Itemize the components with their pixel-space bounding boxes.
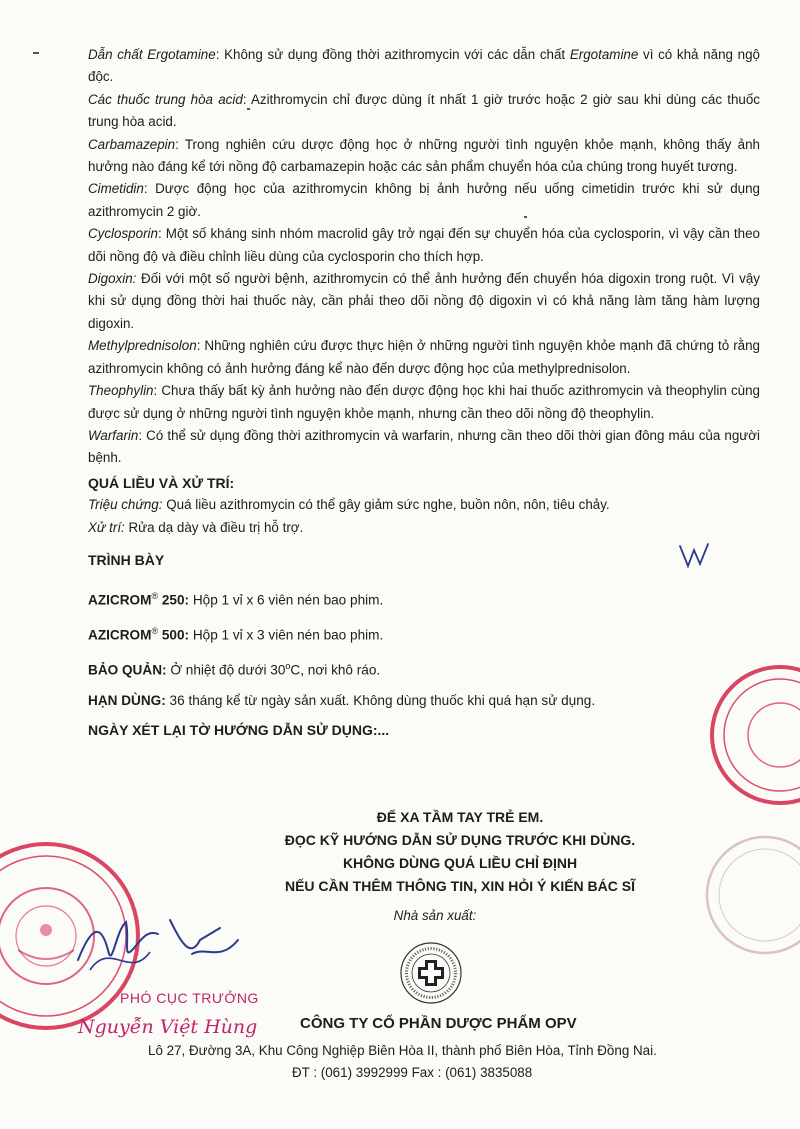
manufacturer-label: Nhà sản xuất: — [393, 908, 477, 923]
edge-stamp-icon — [705, 660, 800, 810]
interaction-term: Warfarin — [88, 427, 139, 443]
company-name: CÔNG TY CỔ PHẦN DƯỢC PHẨM OPV — [300, 1015, 577, 1032]
interaction-text: : Những nghiên cứu được thực hiện ở những người tình nguyện khỏe mạnh đã chứng tỏ rằng azithromycin không có ảnh hưởng đáng kể nào đến dược động học của methylprednisolon. — [88, 338, 760, 376]
warnings-block — [160, 806, 760, 898]
interaction-text: : Azithromycin chỉ được dùng ít nhất 1 giờ trước hoặc 2 giờ sau khi dùng các thuốc trung hòa acid. — [88, 91, 760, 130]
interaction-term: Carbamazepin — [88, 136, 176, 152]
company-address-block — [148, 1040, 760, 1084]
overdose-treatment — [88, 517, 760, 539]
company-logo-icon — [398, 940, 464, 1006]
signature-scribble-icon — [70, 900, 250, 990]
warning-line: NẾU CẦN THÊM THÔNG TIN, XIN HỎI Ý KIẾN BÁC SĨ — [284, 878, 635, 894]
interaction-text: vì có khả năng ngộ độc. — [88, 47, 760, 85]
interaction-warfarin — [88, 425, 760, 470]
storage-text: C, nơi khô ráo. — [290, 662, 381, 678]
storage-label: BẢO QUẢN: — [88, 662, 167, 678]
product-desc: Hộp 1 vỉ x 6 viên nén bao phim. — [189, 592, 384, 608]
registered-mark: ® — [151, 626, 159, 637]
faint-edge-stamp-icon — [700, 830, 800, 960]
expiry-line — [88, 690, 760, 712]
interaction-text: : Có thể sử dụng đồng thời azithromycin và warfarin, nhưng cần theo dõi thời gian đông máu của người bệnh. — [88, 427, 760, 466]
storage-text: Ở nhiệt độ dưới 30 — [166, 662, 286, 678]
product-500 — [88, 620, 760, 647]
document-body — [88, 44, 760, 741]
interaction-cyclosporin — [88, 223, 760, 268]
signatory-name: Nguyễn Việt Hùng — [78, 1016, 258, 1038]
product-250 — [88, 585, 760, 612]
interaction-methylprednisolon — [88, 335, 760, 380]
presentation-heading: TRÌNH BÀY — [88, 551, 165, 568]
scan-speck — [33, 52, 39, 54]
overdose-term: Xử trí: — [88, 519, 125, 535]
degree-mark: o — [285, 661, 291, 672]
interaction-term: Digoxin: — [88, 271, 137, 287]
interaction-term: Methylprednisolon — [88, 338, 197, 354]
interaction-carbamazepin — [88, 134, 760, 179]
overdose-heading: QUÁ LIỀU VÀ XỬ TRÍ: — [88, 474, 235, 491]
storage-line — [88, 655, 760, 682]
overdose-text: Rửa dạ dày và điều trị hỗ trợ. — [124, 519, 304, 535]
interaction-text: : Một số kháng sinh nhóm macrolid gây trở ngại đến sự chuyển hóa của cyclosporin, vì vậy cần theo dõi nồng độ và điều chỉnh liều dùng của cyclosporin cho thích hợp. — [88, 226, 760, 264]
interaction-term: Ergotamine — [569, 47, 639, 62]
interaction-theophylin — [88, 380, 760, 425]
interaction-text: Đối với một số người bệnh, azithromycin có thể ảnh hưởng đến chuyển hóa digoxin trong ruột. Vì vậy khi sử dụng đồng thời hai thuốc này, cần phải theo dõi nồng độ digoxin vì có khả năng làm tăng hàm lượng digoxin. — [88, 271, 760, 331]
expiry-label: HẠN DÙNG: — [88, 693, 166, 709]
interaction-term: Dẫn chất Ergotamine — [88, 47, 216, 62]
product-strength: 500: — [158, 627, 190, 643]
signatory-title: PHÓ CỤC TRƯỞNG — [120, 990, 259, 1006]
overdose-symptoms — [88, 494, 760, 516]
product-name: AZICROM — [88, 592, 152, 608]
interactions-section — [88, 44, 760, 470]
initial-mark-icon — [676, 542, 712, 570]
overdose-text: Quá liều azithromycin có thể gây giảm sức nghe, buồn nôn, nôn, tiêu chảy. — [162, 497, 610, 513]
interaction-digoxin — [88, 268, 760, 335]
interaction-term: Cyclosporin — [88, 226, 158, 242]
interaction-antacids — [88, 89, 760, 134]
interaction-ergotamine — [88, 44, 760, 89]
warning-line: ĐỌC KỸ HƯỚNG DẪN SỬ DỤNG TRƯỚC KHI DÙNG. — [284, 832, 636, 848]
product-name: AZICROM — [88, 627, 152, 643]
interaction-term: Theophylin — [88, 383, 154, 399]
overdose-term: Triệu chứng: — [88, 497, 163, 513]
warning-line: KHÔNG DÙNG QUÁ LIỀU CHỈ ĐỊNH — [342, 855, 578, 871]
review-date: NGÀY XÉT LẠI TỜ HƯỚNG DẪN SỬ DỤNG:... — [88, 721, 390, 738]
expiry-text: 36 tháng kể từ ngày sản xuất. Không dùng thuốc khi quá hạn sử dụng. — [165, 693, 596, 709]
interaction-term: Các thuốc trung hòa acid — [88, 91, 243, 107]
interaction-text: : Dược động học của azithromycin không bị ảnh hưởng nếu uống cimetidin trước khi sử dụng azithromycin 2 giờ. — [88, 181, 760, 219]
warning-line: ĐỂ XA TẦM TAY TRẺ EM. — [376, 809, 544, 825]
company-address: Lô 27, Đường 3A, Khu Công Nghiệp Biên Hòa II, thành phố Biên Hòa, Tỉnh Đồng Nai. — [148, 1043, 657, 1058]
scan-speck — [524, 216, 527, 218]
scan-speck — [247, 108, 250, 110]
product-strength: 250: — [158, 592, 190, 608]
interaction-term: Cimetidin — [88, 181, 144, 197]
product-desc: Hộp 1 vỉ x 3 viên nén bao phim. — [189, 627, 384, 643]
company-phone: ĐT : (061) 3992999 Fax : (061) 3835088 — [292, 1065, 533, 1080]
interaction-cimetidin — [88, 178, 760, 223]
interaction-text: : Trong nghiên cứu dược động học ở những người tình nguyện khỏe mạnh, không thấy ảnh hưởng nào đáng kể tới nồng độ carbamazepin hoặc các sản phẩm chuyển hóa của chúng trong huyết tương. — [88, 136, 760, 175]
interaction-text: : Không sử dụng đồng thời azithromycin với các dẫn chất — [215, 47, 570, 62]
interaction-text: : Chưa thấy bất kỳ ảnh hưởng nào đến dược động học khi hai thuốc azithromycin và theophylin cùng được sử dụng ở những người tình nguyện khỏe mạnh, nhưng cần theo dõi nồng độ theophylin. — [88, 383, 760, 421]
registered-mark: ® — [151, 591, 159, 602]
